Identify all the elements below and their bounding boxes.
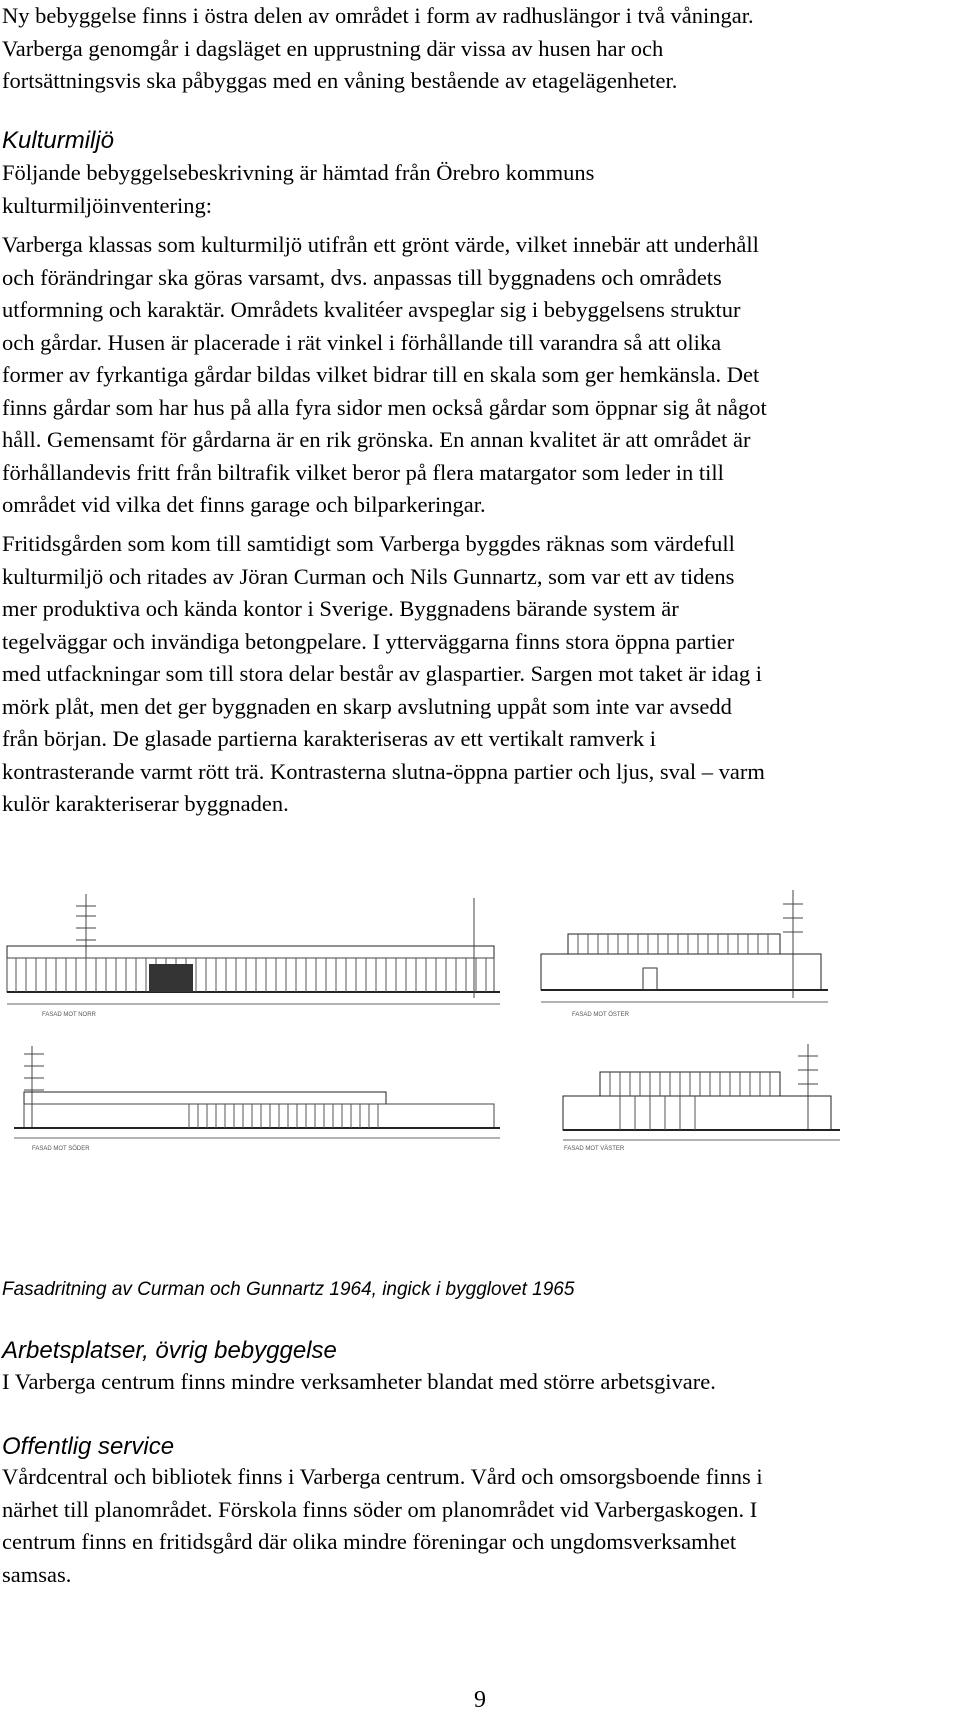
offentlig-service-paragraph [2,1461,957,1591]
text-line: utformning och karaktär. Områdets kvalitéer avspeglar sig i bebyggelsens struktur [2,297,741,322]
door-outline [643,968,657,990]
text-line: centrum finns en fritidsgård där olika mindre föreningar och ungdomsverksamhet [2,1529,737,1554]
text-line: Varberga klassas som kulturmiljö utifrån ett grönt värde, vilket innebär att underhåll [2,232,759,257]
text-line: tegelväggar och invändiga betongpelare. I ytterväggarna finns stora öppna partier [2,628,735,654]
offentlig-service-heading: Offentlig service [2,1433,175,1460]
text-line: Vårdcentral och bibliotek finns i Varberga centrum. Vård och omsorgsboende finns i [2,1464,763,1489]
door-block [149,964,193,992]
text-line: Följande bebyggelsebeskrivning är hämtad från Örebro kommuns [2,160,595,185]
text-line: området vid vilka det finns garage och bilparkeringar. [2,492,486,517]
text-line: fortsättningsvis ska påbyggas med en våning bestående av etagelägenheter. [2,68,678,93]
kulturmiljo-intro [2,157,957,222]
kulturmiljo-paragraph-2 [2,528,957,821]
text-line: samsas. [2,1561,72,1587]
facade-drawing-west [560,1042,920,1154]
text-line: Varberga genomgår i dagsläget en upprustning där vissa av husen har och [2,35,664,61]
arbetsplatser-heading: Arbetsplatser, övrig bebyggelse [2,1337,337,1364]
facade-drawing-north [4,888,504,1020]
kulturmiljo-heading: Kulturmiljö [2,127,115,154]
arbetsplatser-paragraph [2,1366,957,1399]
text-line: och gårdar. Husen är placerade i rät vinkel i förhållande till varandra så att olika [2,329,722,355]
text-line: kontrasterande varmt rött trä. Kontrasterna slutna-öppna partier och ljus, sval – varm [2,758,765,784]
text-line: mörk plåt, men det ger byggnaden en skarp avslutning uppåt som inte var avsedd [2,693,732,719]
text-line: från början. De glasade partierna karakteriseras av ett vertikalt ramverk i [2,726,657,751]
text-line: med utfackningar som till stora delar består av glaspartier. Sargen mot taket är idag i [2,661,762,686]
text-line: Fritidsgården som kom till samtidigt som Varberga byggdes räknas som värdefull [2,531,735,556]
page-number: 9 [474,1687,486,1713]
drawing-label: FASAD MOT ÖSTER [572,1012,629,1018]
facade-drawing-south [4,1042,504,1154]
drawing-label: FASAD MOT VÄSTER [564,1146,625,1152]
text-line: kulturmiljöinventering: [2,192,212,218]
drawing-label: FASAD MOT SÖDER [32,1146,90,1152]
intro-paragraph [2,0,957,98]
text-line: och förändringar ska göras varsamt, dvs. anpassas till byggnadens och områdets [2,264,722,290]
text-line: förhållandevis fritt från biltrafik vilket beror på flera matargator som leder in till [2,459,724,485]
text-line: kulör karakteriserar byggnaden. [2,791,289,816]
kulturmiljo-paragraph-1 [2,229,957,522]
text-line: kulturmiljö och ritades av Jöran Curman och Nils Gunnartz, som var ett av tidens [2,563,735,589]
figure-caption: Fasadritning av Curman och Gunnartz 1964, ingick i bygglovet 1965 [2,1279,575,1300]
text-line: Ny bebyggelse finns i östra delen av området i form av radhuslängor i två våningar. [2,3,754,28]
text-line: närhet till planområdet. Förskola finns söder om planområdet vid Varbergaskogen. I [2,1496,758,1522]
text-line: håll. Gemensamt för gårdarna är en rik grönska. En annan kvalitet är att området är [2,427,751,452]
text-line: finns gårdar som har hus på alla fyra sidor men också gårdar som öppnar sig åt något [2,394,767,420]
text-line: former av fyrkantiga gårdar bildas vilket bidrar till en skala som ger hemkänsla. Det [2,362,760,387]
drawing-label: FASAD MOT NORR [42,1012,96,1018]
facade-drawing-east [538,888,918,1020]
text-line: I Varberga centrum finns mindre verksamheter blandat med större arbetsgivare. [2,1369,716,1394]
text-line: mer produktiva och kända kontor i Sverige. Byggnadens bärande system är [2,596,679,621]
